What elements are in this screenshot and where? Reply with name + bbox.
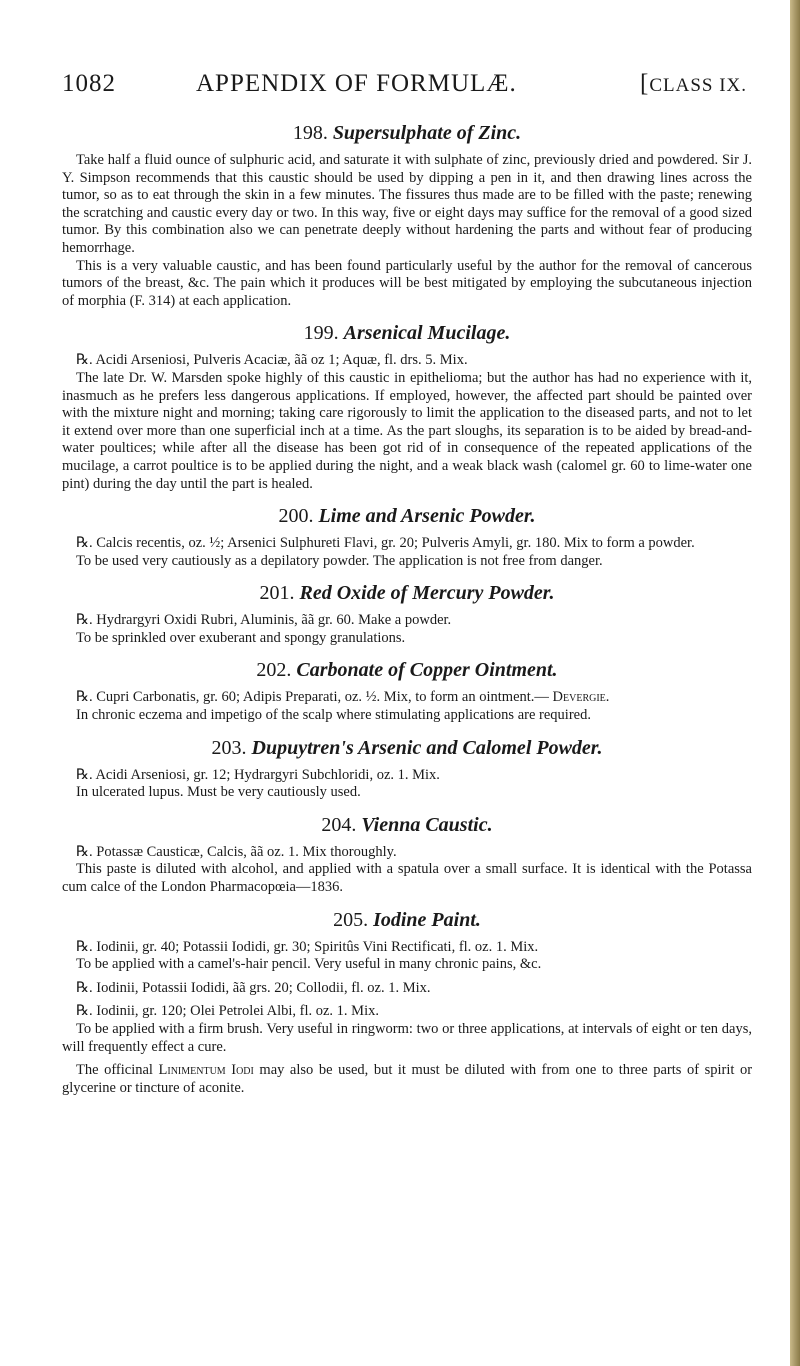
closing-paragraph: The officinal Linimentum Iodi may also be used, but it must be diluted with from one to three parts of spirit or glycerine or tincture of aconite.	[62, 1062, 753, 1096]
author-credit: Devergie.	[552, 689, 610, 706]
section-heading-200: 200. Lime and Arsenic Powder.	[278, 505, 536, 528]
paragraph: To be used very cautiously as a depilatory powder. The application is not free from danger.	[76, 552, 603, 569]
section-heading-198: 198. Supersulphate of Zinc.	[292, 122, 522, 144]
section-heading-205: 205. Iodine Paint.	[333, 908, 481, 931]
paragraph: In chronic eczema and impetigo of the scalp where stimulating applications are required.	[76, 707, 591, 724]
paragraph: To be applied with a camel's-hair pencil. Very useful in many chronic pains, &c.	[76, 956, 542, 973]
prescription: ℞. Iodinii, Potassii Iodidi, ãã grs. 20; Collodii, fl. oz. 1. Mix.	[76, 979, 431, 996]
prescription: ℞. Cupri Carbonatis, gr. 60; Adipis Preparati, oz. ½. Mix, to form an ointment.— Devergie.	[76, 689, 610, 706]
paragraph: This is a very valuable caustic, and has been found particularly useful by the author for the removal of cancerous tumors of the breast, &c. The pain which it produces will be best mitigated by employing the subcutaneous injection of morphia (F. 314) at each application.	[62, 257, 752, 309]
prescription: ℞. Potassæ Causticæ, Calcis, ãã oz. 1. Mix thoroughly.	[76, 843, 397, 860]
page-content	[62, 120, 752, 1097]
prescription: ℞. Hydrargyri Oxidi Rubri, Aluminis, ãã gr. 60. Make a powder.	[76, 612, 452, 629]
prescription: ℞. Iodinii, gr. 40; Potassii Iodidi, gr. 30; Spiritûs Vini Rectificati, fl. oz. 1. Mix.	[76, 938, 539, 955]
prescription: ℞. Acidi Arseniosi, Pulveris Acaciæ, ãã oz 1; Aquæ, fl. drs. 5. Mix.	[76, 352, 468, 369]
paragraph: This paste is diluted with alcohol, and applied with a spatula over a small surface. It is identical with the Potassa cum calce of the London Pharmacopœia—1836.	[62, 861, 752, 896]
paragraph: The late Dr. W. Marsden spoke highly of this caustic in epithelioma; but the author has had no experience with it, inasmuch as he prefers less dangerous applications. If employed, however, the affected part should be painted over with the mixture night and morning; taking care rigorously to limit the application to the diseased parts, and not to let it extend over more than one superficial inch at a time. As the part sloughs, its separation is to be aided by bread-and-water poultices; while after all the disease has been got rid of in consequence of the repeated applications of the mucilage, a carrot poultice is to be applied during the night, and a weak black wash (calomel gr. 60 to lime-water one pint) during the day until the part is healed.	[62, 369, 752, 492]
section-heading-203: 203. Dupuytren's Arsenic and Calomel Powder.	[211, 736, 603, 759]
header-title: APPENDIX OF FORMULÆ.	[196, 70, 517, 97]
paragraph: Take half a fluid ounce of sulphuric acid, and saturate it with sulphate of zinc, previously dried and powdered. Sir J. Y. Simpson recommends that this caustic should be used by dipping a pen in it, and then drawing lines across the tumor, so as to eat through the skin in a few minutes. The fissures thus made are to be filled with the paste; renewing the scratching and caustic every day or two. In this way, five or eight days may suffice for the removal of a good sized tumor. By this combination also we can penetrate deeply without hardening the parts and without fear of producing hemorrhage.	[62, 152, 752, 256]
section-heading-202: 202. Carbonate of Copper Ointment.	[256, 659, 558, 682]
paragraph: To be sprinkled over exuberant and spongy granulations.	[76, 629, 406, 646]
section-heading-201: 201. Red Oxide of Mercury Powder.	[259, 582, 555, 605]
page-edge	[790, 0, 800, 1366]
page-number: 1082	[62, 70, 116, 97]
prescription: ℞. Iodinii, gr. 120; Olei Petrolei Albi, fl. oz. 1. Mix.	[76, 1003, 379, 1020]
paragraph: To be applied with a firm brush. Very useful in ringworm: two or three applications, at intervals of eight or ten days, will frequently effect a cure.	[62, 1021, 752, 1055]
prescription: ℞. Acidi Arseniosi, gr. 12; Hydrargyri Subchloridi, oz. 1. Mix.	[76, 766, 440, 783]
paragraph: In ulcerated lupus. Must be very cautiously used.	[76, 784, 361, 801]
section-heading-204: 204. Vienna Caustic.	[321, 813, 493, 836]
header-class: [CLASS IX.	[640, 70, 748, 97]
prescription: ℞. Calcis recentis, oz. ½; Arsenici Sulphureti Flavi, gr. 20; Pulveris Amyli, gr. 180. Mix to form a powder.	[76, 535, 695, 552]
section-heading-199: 199. Arsenical Mucilage.	[303, 322, 511, 345]
liniment-term: Linimentum Iodi	[158, 1062, 254, 1079]
